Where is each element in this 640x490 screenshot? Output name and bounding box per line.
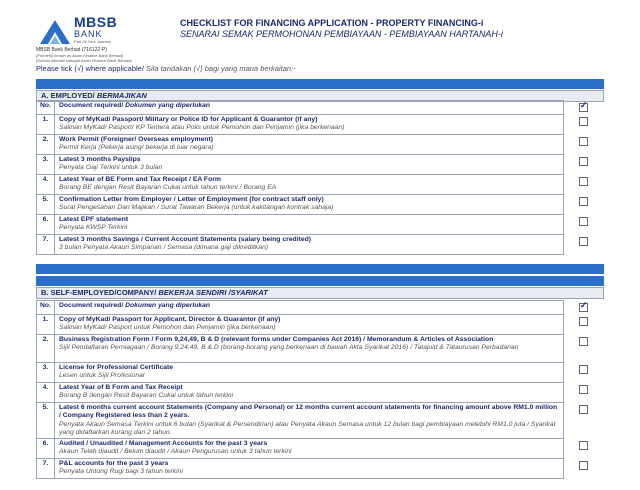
brand-bank: BANK	[74, 29, 103, 39]
row-checkbox[interactable]	[579, 197, 588, 206]
row-description: Work Permit (Foreigner/ Overseas employment) Permit Kerja (Pekerja asing/ bekerja di luar negara)	[55, 135, 564, 155]
row-checkbox[interactable]	[579, 461, 588, 470]
section-b-title: B. SELF-EMPLOYED/COMPANY/ BEKERJA SENDIRI /SYARIKAT	[36, 287, 604, 299]
section-a-title: A. EMPLOYED/ BERMAJIKAN	[36, 90, 604, 102]
row-checkbox[interactable]	[579, 137, 588, 146]
row-number: 1.	[37, 315, 55, 335]
brand-name: MBSB	[74, 14, 118, 30]
row-description: Copy of MyKad/ Passport for Applicant, Director & Guarantor (if any) Salinan MyKad/ Pasport untuk Pemohon dan Penjamin (jika berkenaan)	[55, 315, 564, 335]
row-number: 3.	[37, 363, 55, 383]
row-description: Confirmation Letter from Employer / Letter of Employment (for contract staff only) Surat Pengesahan Dari Majikan / Surat Tawaran Bekerja (untuk kakitangan kontrak sahaja)	[55, 195, 564, 215]
row-description: Audited / Unaudited / Management Accounts for the past 3 years Akaun Telah diaudit / Belum diaudit / Akaun Pengurusan untuk 3 tahun terkini	[55, 439, 564, 459]
row-checkbox-cell	[564, 235, 604, 255]
table-row	[37, 315, 604, 335]
table-row	[37, 363, 604, 383]
row-description: Business Registration Form / Form 9,24,49, B & D (relevant forms under Companies Act 2016) / Memorandum & Articles of Association Sijil Pendaftaran Perniagaan / Borang 9,24,49, B & D (borang-borang yang berkenaan di bawah Akta Syarikat 2016) / Tatajuid & Tataurusan Perbadanan	[55, 335, 564, 363]
row-checkbox-cell	[564, 115, 604, 135]
table-row	[37, 235, 604, 255]
row-checkbox[interactable]	[579, 177, 588, 186]
row-checkbox[interactable]	[579, 365, 588, 374]
row-number: 4.	[37, 383, 55, 403]
row-checkbox-cell	[564, 363, 604, 383]
row-checkbox[interactable]	[579, 217, 588, 226]
row-number: 2.	[37, 135, 55, 155]
row-number: 6.	[37, 439, 55, 459]
row-checkbox-cell	[564, 155, 604, 175]
row-checkbox[interactable]	[579, 385, 588, 394]
header-checkbox[interactable]	[579, 303, 588, 312]
row-checkbox[interactable]	[579, 157, 588, 166]
section-b-top-bar	[36, 276, 604, 286]
row-number: 4.	[37, 175, 55, 195]
row-number: 7.	[37, 235, 55, 255]
row-checkbox-cell	[564, 215, 604, 235]
row-checkbox[interactable]	[579, 317, 588, 326]
table-row	[37, 383, 604, 403]
header-document: Document required/ Dokumen yang diperlukan	[55, 101, 564, 115]
row-checkbox-cell	[564, 135, 604, 155]
row-number: 7.	[37, 459, 55, 479]
section-b-table	[36, 300, 604, 479]
row-number: 2.	[37, 335, 55, 363]
brand-tagline: Part Of Your Journey	[74, 39, 112, 44]
row-checkbox-cell	[564, 459, 604, 479]
table-row	[37, 175, 604, 195]
row-checkbox-cell	[564, 335, 604, 363]
row-description: Latest 6 months current account Statements (Company and Personal) or 12 months current account statements for financing amount above RM1.0 million / Company Registered less than 2 years. Penyata Akaun Semasa Terkini untuk 6 bulan (Syarikat & Persendirian) atau Penyata Akaun Semasa untuk 12 bulan bagi pembiayaan melebihi RM1.0 juta / Syarikat yang didaftarkan kurang dari 2 tahun.	[55, 403, 564, 439]
row-description: P&L accounts for the past 3 years Penyata Untung Rugi bagi 3 tahun terkini	[55, 459, 564, 479]
row-number: 6.	[37, 215, 55, 235]
row-checkbox[interactable]	[579, 441, 588, 450]
row-checkbox[interactable]	[579, 337, 588, 346]
row-description: License for Professional Certificate Lesen untuk Sijil Profesional	[55, 363, 564, 383]
row-checkbox-cell	[564, 315, 604, 335]
row-checkbox[interactable]	[579, 405, 588, 414]
table-row	[37, 155, 604, 175]
page-title: CHECKLIST FOR FINANCING APPLICATION - PROPERTY FINANCING-i	[180, 18, 484, 28]
header-no: No.	[37, 301, 55, 315]
row-checkbox-cell	[564, 403, 604, 439]
instruction-text: Please tick (√) where applicable/ Sila tandakan (√) bagi yang mana berkaitan:-	[36, 64, 296, 73]
section-a-bottom-bar	[36, 264, 604, 274]
company-name: MBSB Bank Berhad (716122-P)	[36, 47, 107, 53]
table-row	[37, 403, 604, 439]
section-a-table	[36, 100, 604, 255]
table-header-row	[37, 101, 604, 115]
header-no: No.	[37, 101, 55, 115]
row-number: 5.	[37, 403, 55, 439]
table-row	[37, 115, 604, 135]
table-row	[37, 335, 604, 363]
section-a-top-bar	[36, 79, 604, 89]
row-description: Latest Year of BE Form and Tax Receipt / EA Form Borang BE dengan Resit Bayaran Cukai untuk tahun terkini / Borang EA	[55, 175, 564, 195]
header-checkbox[interactable]	[579, 103, 588, 112]
table-row	[37, 135, 604, 155]
row-description: Copy of MyKad/ Passport/ Military or Police ID for Applicant & Guarantor (if any) Salinan MyKad/ Pasport/ KP Tentera atau Polis untuk Pemohon dan Penjamin (jika berkenaan)	[55, 115, 564, 135]
table-row	[37, 195, 604, 215]
row-description: Latest EPF statement Penyata KWSP Terkini	[55, 215, 564, 235]
company-formerly: (Formerly known as Asian Finance Bank Berhad)	[36, 53, 123, 58]
company-formerly-ms: (Dahulu dikenali sebagai Asian Finance Bank Berhad)	[36, 58, 132, 63]
page-subtitle: SENARAI SEMAK PERMOHONAN PEMBIAYAAN - PEMBIAYAAN HARTANAH-i	[180, 29, 503, 39]
row-number: 5.	[37, 195, 55, 215]
row-description: Latest 3 months Savings / Current Account Statements (salary being credited) 3 bulan Penyata Akaun Simpanan / Semasa (dimana gaji dikreditkan)	[55, 235, 564, 255]
row-number: 1.	[37, 115, 55, 135]
row-checkbox-cell	[564, 383, 604, 403]
header-checkbox-cell	[564, 101, 604, 115]
table-row	[37, 459, 604, 479]
row-checkbox-cell	[564, 439, 604, 459]
row-description: Latest 3 months Payslips Penyata Gaji Terkini untuk 3 bulan	[55, 155, 564, 175]
table-header-row	[37, 301, 604, 315]
row-checkbox-cell	[564, 175, 604, 195]
table-row	[37, 439, 604, 459]
row-checkbox-cell	[564, 195, 604, 215]
row-checkbox[interactable]	[579, 117, 588, 126]
row-description: Latest Year of B Form and Tax Receipt Borang B dengan Resit Bayaran Cukai untuk tahun terkini	[55, 383, 564, 403]
row-number: 3.	[37, 155, 55, 175]
mbsb-logo-icon	[40, 16, 70, 46]
header-document: Document required/ Dokumen yang diperlukan	[55, 301, 564, 315]
row-checkbox[interactable]	[579, 237, 588, 246]
header-checkbox-cell	[564, 301, 604, 315]
table-row	[37, 215, 604, 235]
